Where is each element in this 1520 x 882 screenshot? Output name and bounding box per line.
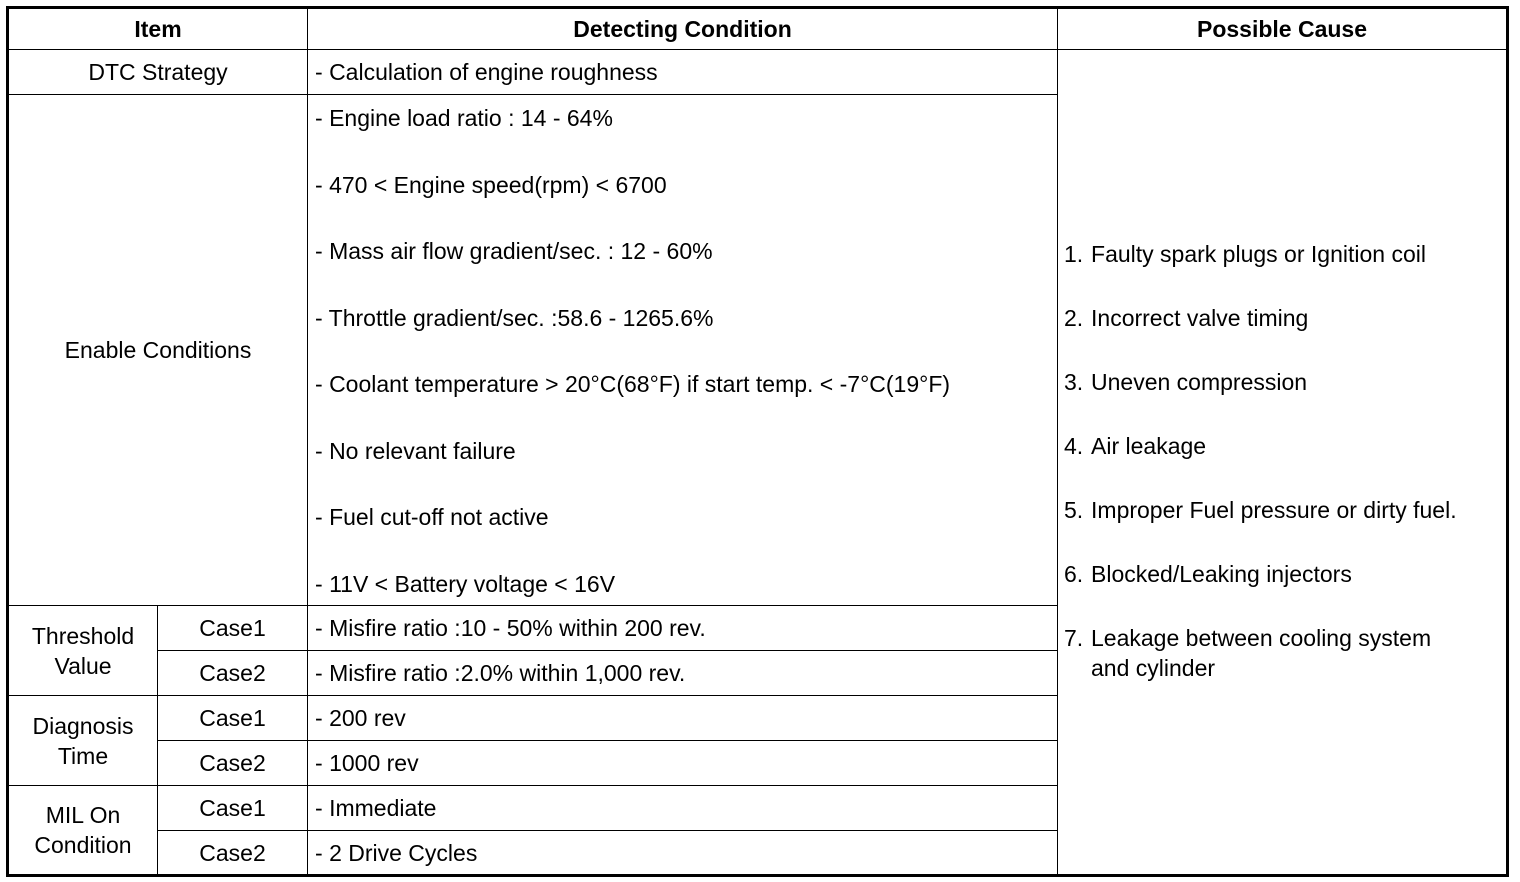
dtc-strategy-label: DTC Strategy [8,50,308,95]
header-detecting-condition: Detecting Condition [308,8,1058,50]
possible-cause-cell [1058,50,1508,876]
enable-condition-item: - Engine load ratio : 14 - 64% [315,105,613,131]
cause-item: 7. Leakage between cooling system and cylinder [1064,625,1432,681]
diagnosis-time-label: Diagnosis Time [8,696,158,786]
cause-item: 1. Faulty spark plugs or Ignition coil [1064,241,1426,267]
threshold-case2-value: - Misfire ratio :2.0% within 1,000 rev. [308,651,1058,696]
enable-condition-item: - 11V < Battery voltage < 16V [315,570,616,597]
header-possible-cause: Possible Cause [1058,8,1508,50]
diagnosis-case1-value: - 200 rev [308,696,1058,741]
mil-case1-value: - Immediate [308,786,1058,831]
possible-cause-list [1064,239,1502,683]
dtc-table [6,6,1509,877]
diagnosis-case2-label: Case2 [158,741,308,786]
enable-condition-item: - Throttle gradient/sec. :58.6 - 1265.6% [315,304,714,331]
threshold-case1-label: Case1 [158,606,308,651]
threshold-case1-value: - Misfire ratio :10 - 50% within 200 rev. [308,606,1058,651]
enable-conditions-cell [308,95,1058,606]
cause-item: 5. Improper Fuel pressure or dirty fuel. [1064,497,1457,523]
cause-item: 6. Blocked/Leaking injectors [1064,561,1352,587]
mil-case2-label: Case2 [158,831,308,876]
enable-condition-item: - Fuel cut-off not active [315,504,549,531]
cause-item: 3. Uneven compression [1064,369,1308,395]
cause-item: 2. Incorrect valve timing [1064,305,1309,331]
enable-condition-item: - Coolant temperature > 20°C(68°F) if start temp. < -7°C(19°F) [315,371,951,398]
diagnosis-case1-label: Case1 [158,696,308,741]
mil-on-condition-label: MIL On Condition [8,786,158,876]
threshold-value-label: Threshold Value [8,606,158,696]
mil-case2-value: - 2 Drive Cycles [308,831,1058,876]
enable-condition-item: - No relevant failure [315,437,516,464]
cause-item: 4. Air leakage [1064,433,1207,459]
enable-condition-item: - Mass air flow gradient/sec. : 12 - 60% [315,238,713,265]
enable-conditions-list [315,95,1057,605]
mil-case1-label: Case1 [158,786,308,831]
header-item: Item [8,8,308,50]
enable-conditions-label: Enable Conditions [8,95,308,606]
diagnosis-case2-value: - 1000 rev [308,741,1058,786]
enable-condition-item: - 470 < Engine speed(rpm) < 6700 [315,171,667,198]
threshold-case2-label: Case2 [158,651,308,696]
dtc-strategy-value: - Calculation of engine roughness [308,50,1058,95]
